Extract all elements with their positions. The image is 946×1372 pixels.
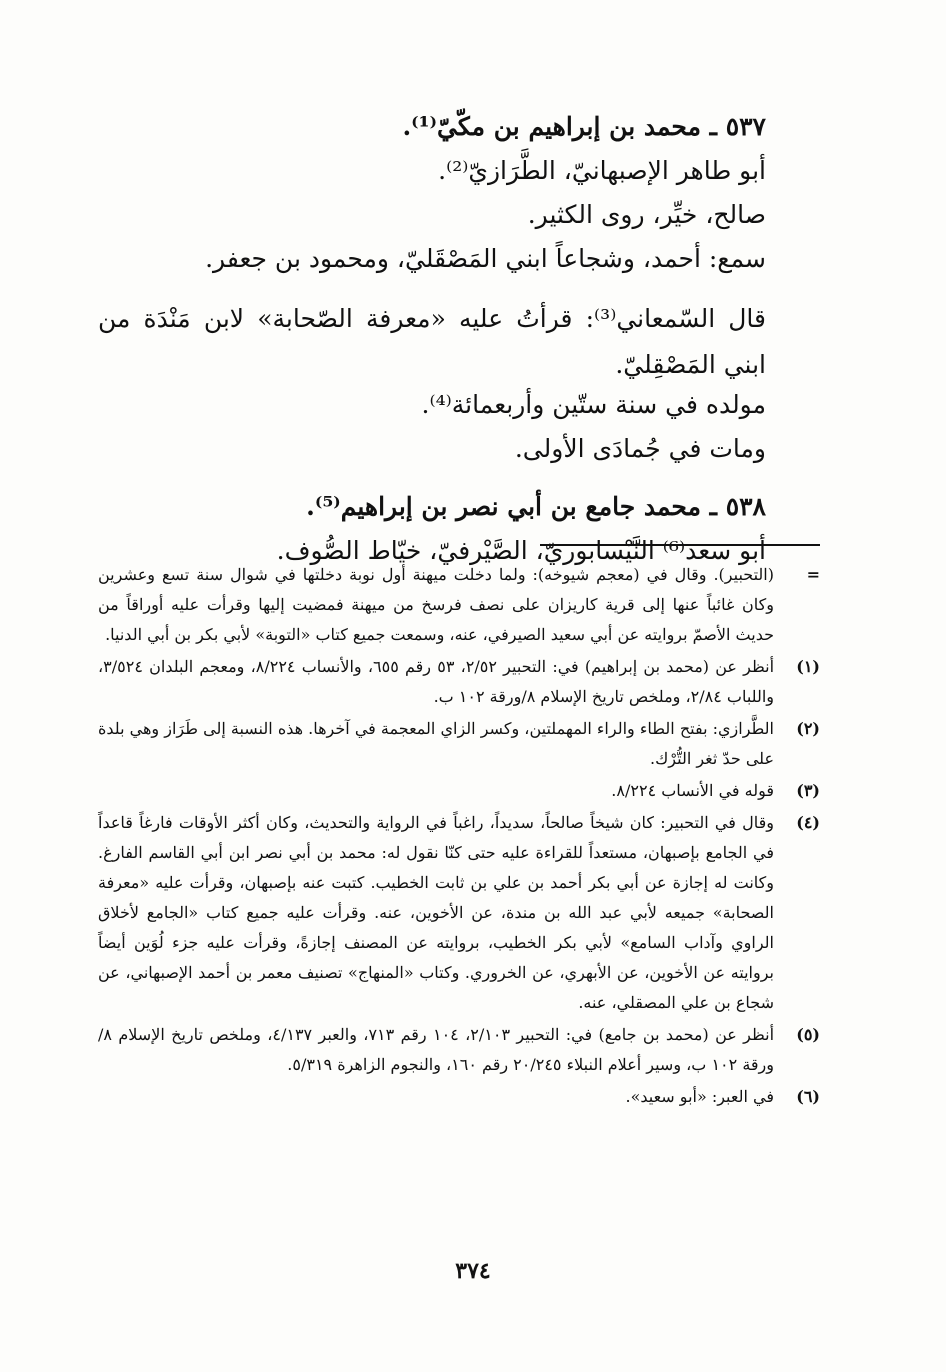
footnote-6 (98, 1082, 820, 1112)
footnote-text: في العبر: «أبو سعيد». (625, 1087, 774, 1106)
footnote-marker: (١) (796, 657, 820, 676)
entry-537-samani-quote: قال السّمعاني⁽³⁾: قرأتُ عليه «معرفة الصّحابة» لابن مَنْدَة من ابني المَصْقِليّ. (98, 304, 766, 379)
footnote-marker: (٦) (796, 1087, 820, 1106)
entry-537-description: صالح، خيِّر، روى الكثير. (527, 200, 766, 229)
footnote-5 (98, 1020, 820, 1080)
footnote-marker: (٢) (796, 719, 820, 738)
footnote-marker: (٣) (796, 781, 820, 800)
footnote-separator (540, 544, 820, 546)
footnote-marker: (٥) (796, 1025, 820, 1044)
entry-537-birth: مولده في سنة ستّين وأربعمائة⁽⁴⁾. (421, 390, 766, 419)
footnote-text: الطَّرازي: بفتح الطاء والراء المهملتين، وكسر الزاي المعجمة في آخرها. هذه النسبة إلى طَرَاز وهي بلدة على حدّ ثغر التُّرْك. (98, 719, 774, 768)
footnote-marker: = (806, 565, 820, 584)
entry-538-title: ٥٣٨ ـ محمد جامع بن أبي نصر بن إبراهيم⁽⁵⁾. (306, 492, 766, 521)
footnote-4 (98, 808, 820, 1018)
entry-537-title: ٥٣٧ ـ محمد بن إبراهيم بن مكّيّ⁽¹⁾. (402, 112, 766, 141)
footnote-text: وقال في التحبير: كان شيخاً صالحاً، سديداً، راغباً في الرواية والتحديث، وكان أكثر الأوقات فارغاً قاعداً في الجامع بإصبهان، مستعداً للقراءة عليه حتى كنّا نقول له: محمد بن أبي نصر ابن أبي القاسم الفارغ. وكانت له إجازة عن أبي بكر أحمد بن علي بن ثابت الخطيب. كتبت عنه بإصبهان، وقرأت عليه «معرفة الصحابة» جميعه لأبي عبد الله بن مندة، عن الأخوين، عنه. وقرأت عليه جميع كتاب «الجامع لأخلاق الراوي وآداب السامع» لأبي بكر الخطيب، بروايته عن المصنف إجازةً، وقرأت عليه جزء لُوَين أيضاً بروايته عن الأخوين، عن الأبهري، عن الخروري. وكتاب «المنهاج» تصنيف معمر بن أحمد الإصبهاني، عن شجاع بن علي المصقلي، عنه. (98, 813, 774, 1012)
entry-537-death: ومات في جُمادَى الأولى. (514, 434, 766, 463)
footnotes (98, 560, 820, 1114)
footnote-2 (98, 714, 820, 774)
main-text (98, 112, 766, 580)
footnote-text: (التحبير). وقال في (معجم شيوخه): ولما دخلت ميهنة أول نوبة دخلتها في شوال سنة تسع وعشرين وكان غائباً عنها إلى قرية كاريزان على نصف فرسخ من ميهنة فمضيت إليها وقرأت عليه أوراقاً من حديث الأصمّ بروايته عن أبي سعيد الصيرفي، عنه، وسمعت جميع كتاب «التوبة» لأبي بكر بن أبي الدنيا. (98, 565, 774, 644)
entry-537-kunya: أبو طاهر الإصبهانيّ، الطَّرَازيّ⁽²⁾. (438, 156, 766, 185)
page-number: ٣٧٤ (455, 1258, 491, 1284)
footnote-text: قوله في الأنساب ٨/٢٢٤. (611, 781, 774, 800)
footnote-text: أنظر عن (محمد بن جامع) في: التحبير ٢/١٠٣، ١٠٤ رقم ٧١٣، والعبر ٤/١٣٧، وملخص تاريخ الإسلام ٨/ورقة ١٠٢ ب، وسير أعلام النبلاء ٢٠/٢٤٥ رقم ١٦٠، والنجوم الزاهرة ٥/٣١٩. (98, 1025, 775, 1074)
footnote-1 (98, 652, 820, 712)
footnote-continued (98, 560, 820, 650)
footnote-text: أنظر عن (محمد بن إبراهيم) في: التحبير ٢/٥٢، ٥٣ رقم ٦٥٥، والأنساب ٨/٢٢٤، ومعجم البلدان ٣/٥٢٤، واللباب ٢/٨٤، وملخص تاريخ الإسلام ٨/ورقة ١٠٢ ب. (98, 657, 775, 706)
entry-537-heard-from: سمع: أحمد، وشجاعاً ابني المَصْقَليّ، ومحمود بن جعفر. (205, 244, 766, 273)
entry-538-kunya: أبو سعد⁽⁶⁾ النَّيْسابوريّ، الصَّيْرفيّ، خيّاط الصُّوف. (276, 536, 766, 565)
footnote-3 (98, 776, 820, 806)
footnote-marker: (٤) (796, 813, 820, 832)
